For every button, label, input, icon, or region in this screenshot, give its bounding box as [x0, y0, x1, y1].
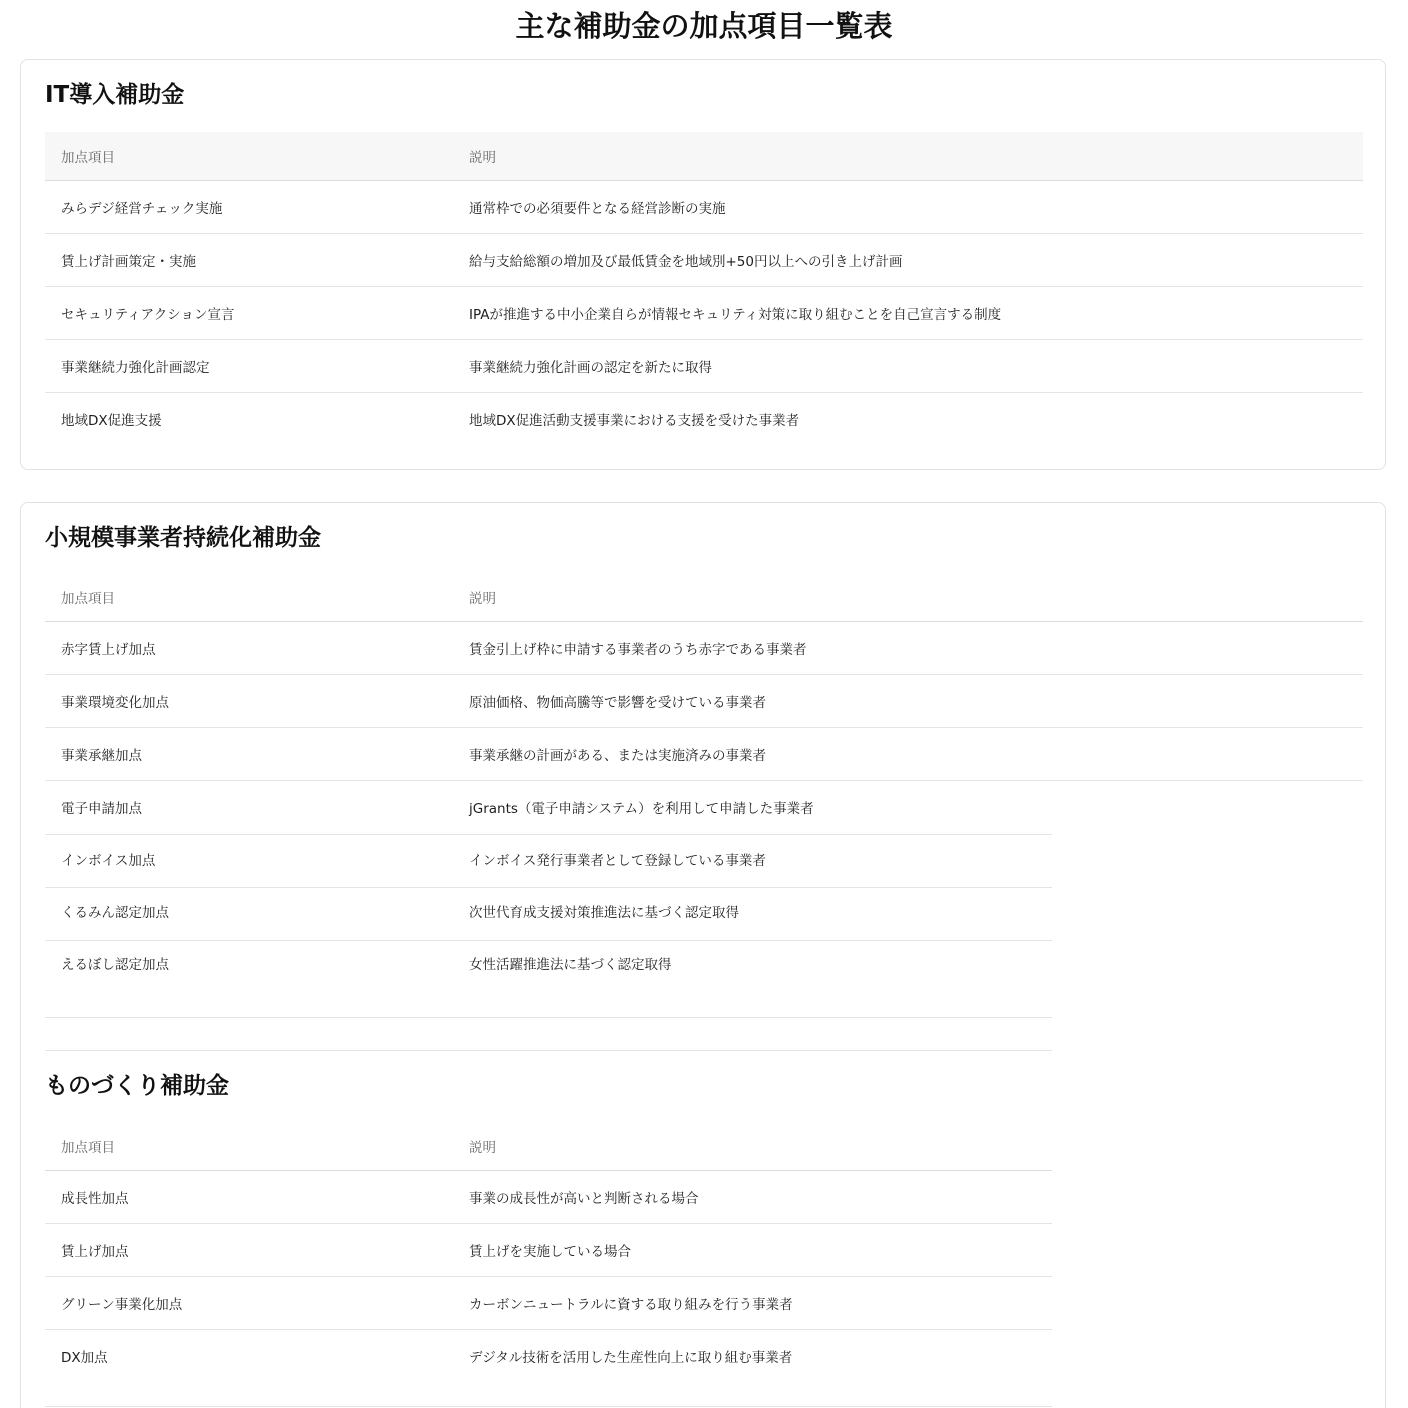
row-item: グリーン事業化加点: [45, 1277, 453, 1330]
row-description: 通常枠での必須要件となる経営診断の実施: [453, 181, 1363, 234]
row-item: 事業環境変化加点: [45, 675, 453, 728]
column-header-description: 説明: [453, 132, 1363, 181]
column-header-description: 説明: [453, 1122, 1052, 1171]
monozukuri-subsidy-table: [45, 1122, 1052, 1382]
small-business-subsidy-table: [45, 573, 1363, 989]
table-row: [45, 340, 1363, 393]
column-header-description: 説明: [453, 573, 1363, 622]
table-header-row: [45, 1122, 1052, 1171]
row-description: IPAが推進する中小企業自らが情報セキュリティ対策に取り組むことを自己宣言する制度: [453, 287, 1363, 340]
row-item: インボイス加点: [61, 853, 156, 869]
row-description: jGrants（電子申請システム）を利用して申請した事業者: [469, 801, 814, 817]
row-item: 賃上げ計画策定・実施: [45, 234, 453, 287]
table-row: [45, 1171, 1052, 1224]
table-row: [45, 622, 1363, 675]
section-divider: [45, 1050, 1052, 1051]
row-description: インボイス発行事業者として登録している事業者: [469, 853, 766, 869]
row-item: 事業継続力強化計画認定: [45, 340, 453, 393]
row-item: えるぼし認定加点: [61, 957, 169, 973]
row-item: セキュリティアクション宣言: [45, 287, 453, 340]
column-header-item: 加点項目: [45, 1122, 453, 1171]
row-divider: [45, 940, 1052, 941]
row-description: 事業承継の計画がある、または実施済みの事業者: [453, 728, 1363, 781]
row-description: 給与支給総額の増加及び最低賃金を地域別+50円以上への引き上げ計画: [453, 234, 1363, 287]
row-description: 事業の成長性が高いと判断される場合: [453, 1171, 1052, 1224]
page-title: 主な補助金の加点項目一覧表: [515, 9, 893, 43]
table-row: [45, 675, 1363, 728]
row-item: 成長性加点: [45, 1171, 453, 1224]
column-header-item: 加点項目: [45, 132, 453, 181]
table-row: [45, 1224, 1052, 1277]
row-divider: [45, 1017, 1052, 1018]
row-item: DX加点: [61, 1350, 108, 1366]
table-row: [45, 234, 1363, 287]
row-item: 電子申請加点: [61, 801, 142, 817]
row-item: くるみん認定加点: [61, 905, 169, 921]
row-description: 賃上げを実施している場合: [453, 1224, 1052, 1277]
section-title-monozukuri: ものづくり補助金: [45, 1073, 229, 1099]
row-description: デジタル技術を活用した生産性向上に取り組む事業者: [469, 1350, 793, 1366]
table-header-row: [45, 573, 1363, 622]
table-row: [45, 1277, 1052, 1330]
table-row: [45, 885, 1363, 937]
table-row: [45, 287, 1363, 340]
row-item: みらデジ経営チェック実施: [45, 181, 453, 234]
row-divider: [45, 887, 1052, 888]
row-divider: [45, 1406, 1052, 1407]
section-title-it: IT導入補助金: [45, 82, 185, 108]
row-description: 事業継続力強化計画の認定を新たに取得: [453, 340, 1363, 393]
table-row: [45, 181, 1363, 234]
table-row: [45, 937, 1363, 989]
row-item: 地域DX促進支援: [61, 413, 162, 429]
row-description: カーボンニュートラルに資する取り組みを行う事業者: [453, 1277, 1052, 1330]
table-row: [45, 781, 1363, 834]
row-description: 地域DX促進活動支援事業における支援を受けた事業者: [469, 413, 800, 429]
table-row: [45, 1330, 1052, 1383]
row-description: 原油価格、物価高騰等で影響を受けている事業者: [453, 675, 1363, 728]
row-item: 賃上げ加点: [45, 1224, 453, 1277]
row-item: 赤字賃上げ加点: [45, 622, 453, 675]
row-description: 次世代育成支援対策推進法に基づく認定取得: [469, 905, 739, 921]
column-header-item: 加点項目: [45, 573, 453, 622]
table-header-row: [45, 132, 1363, 181]
it-subsidy-table: [45, 132, 1363, 445]
row-description: 賃金引上げ枠に申請する事業者のうち赤字である事業者: [453, 622, 1363, 675]
row-item: 事業承継加点: [45, 728, 453, 781]
table-row: [45, 393, 1363, 446]
table-row: [45, 833, 1363, 885]
table-row: [45, 728, 1363, 781]
row-description: 女性活躍推進法に基づく認定取得: [469, 957, 672, 973]
section-title-small-business: 小規模事業者持続化補助金: [45, 525, 321, 551]
row-divider: [45, 834, 1052, 835]
